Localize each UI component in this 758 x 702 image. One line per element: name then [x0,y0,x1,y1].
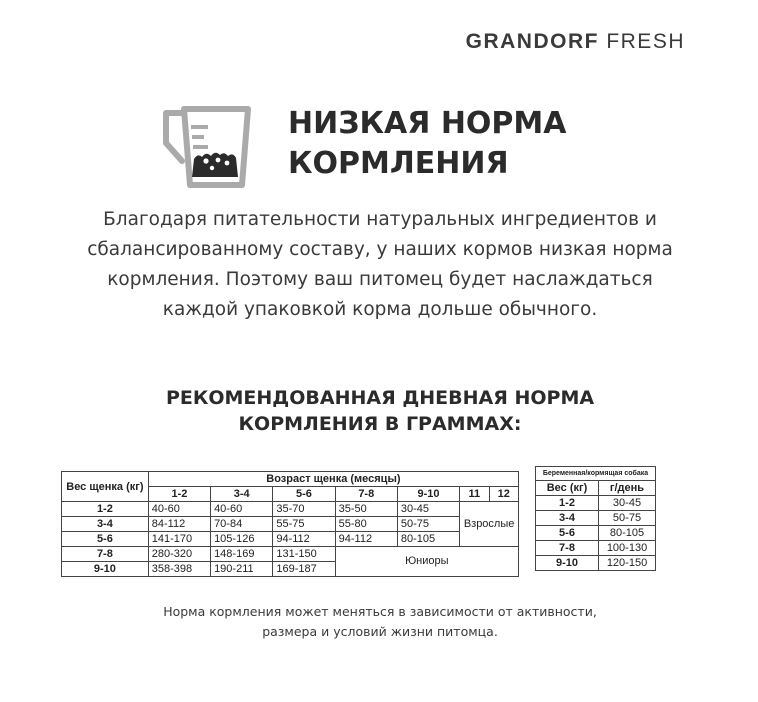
value-cell: 105-126 [211,532,273,547]
age-column-header: 7-8 [335,487,397,502]
value-cell: 80-105 [397,532,459,547]
table-row [536,496,656,511]
age-column-header: 11 [460,487,489,502]
intro-line: каждой упаковкой корма дольше обычного. [162,299,598,320]
weight-header: Вес (кг) [536,481,599,496]
weight-cell: 9-10 [536,556,599,571]
section-heading [90,385,670,437]
section-heading-line: РЕКОМЕНДОВАННАЯ ДНЕВНАЯ НОРМА [165,387,595,409]
age-column-header: 3-4 [211,487,273,502]
value-cell: 148-169 [211,547,273,562]
value-cell: 35-50 [335,502,397,517]
intro-paragraph [50,205,710,325]
intro-line: кормления. Поэтому ваш питомец будет наслаждаться [107,269,653,290]
brand-name-light: FRESH [606,30,685,53]
value-cell: 55-75 [273,517,335,532]
table-row [62,517,519,532]
table-row [62,547,519,562]
daily-amount-header: г/день [599,481,656,496]
age-column-header: 5-6 [273,487,335,502]
section-heading-line: КОРМЛЕНИЯ В ГРАММАХ: [238,413,522,435]
value-cell: 80-105 [599,526,656,541]
value-cell: 94-112 [273,532,335,547]
value-cell: 30-45 [397,502,459,517]
weight-cell: 7-8 [536,541,599,556]
value-cell: 55-80 [335,517,397,532]
value-cell: 40-60 [148,502,210,517]
adults-label: Взрослые [460,502,519,547]
value-cell: 120-150 [599,556,656,571]
weight-cell: 3-4 [536,511,599,526]
value-cell: 30-45 [599,496,656,511]
value-cell: 100-130 [599,541,656,556]
age-column-header: 12 [489,487,518,502]
value-cell: 40-60 [211,502,273,517]
footnote-line: размера и условий жизни питомца. [262,624,498,639]
value-cell: 50-75 [397,517,459,532]
puppy-feeding-table [61,471,519,577]
weight-cell: 3-4 [62,517,149,532]
intro-line: сбалансированному составу, у наших кормов низкая норма [87,239,673,260]
pregnant-table-caption: Беременная/кормящая собака [536,467,656,481]
weight-cell: 1-2 [536,496,599,511]
table-row [536,541,656,556]
weight-cell: 1-2 [62,502,149,517]
weight-cell: 9-10 [62,562,149,577]
value-cell: 131-150 [273,547,335,562]
page-title-line: КОРМЛЕНИЯ [288,146,509,181]
age-header: Возраст щенка (месяцы) [148,472,518,487]
juniors-label: Юниоры [335,547,518,577]
table-row [62,502,519,517]
table-row [62,532,519,547]
value-cell: 70-84 [211,517,273,532]
table-row [536,526,656,541]
brand-name-bold: GRANDORF [465,30,599,53]
intro-line: Благодаря питательности натуральных ингредиентов и [103,209,657,230]
value-cell: 280-320 [148,547,210,562]
value-cell: 84-112 [148,517,210,532]
measuring-cup-icon [160,103,256,189]
brand-logo [466,30,685,54]
value-cell: 190-211 [211,562,273,577]
pregnant-dog-feeding-table [535,466,656,571]
weight-header: Вес щенка (кг) [62,472,149,502]
footnote-line: Норма кормления может меняться в зависимости от активности, [163,604,597,619]
weight-cell: 7-8 [62,547,149,562]
footnote [80,602,680,642]
age-column-header: 1-2 [148,487,210,502]
value-cell: 141-170 [148,532,210,547]
value-cell: 50-75 [599,511,656,526]
page-title [288,104,648,184]
age-column-header: 9-10 [397,487,459,502]
weight-cell: 5-6 [62,532,149,547]
page-title-line: НИЗКАЯ НОРМА [288,106,567,141]
weight-cell: 5-6 [536,526,599,541]
value-cell: 35-70 [273,502,335,517]
table-row [536,556,656,571]
value-cell: 169-187 [273,562,335,577]
value-cell: 358-398 [148,562,210,577]
value-cell: 94-112 [335,532,397,547]
table-row [536,511,656,526]
